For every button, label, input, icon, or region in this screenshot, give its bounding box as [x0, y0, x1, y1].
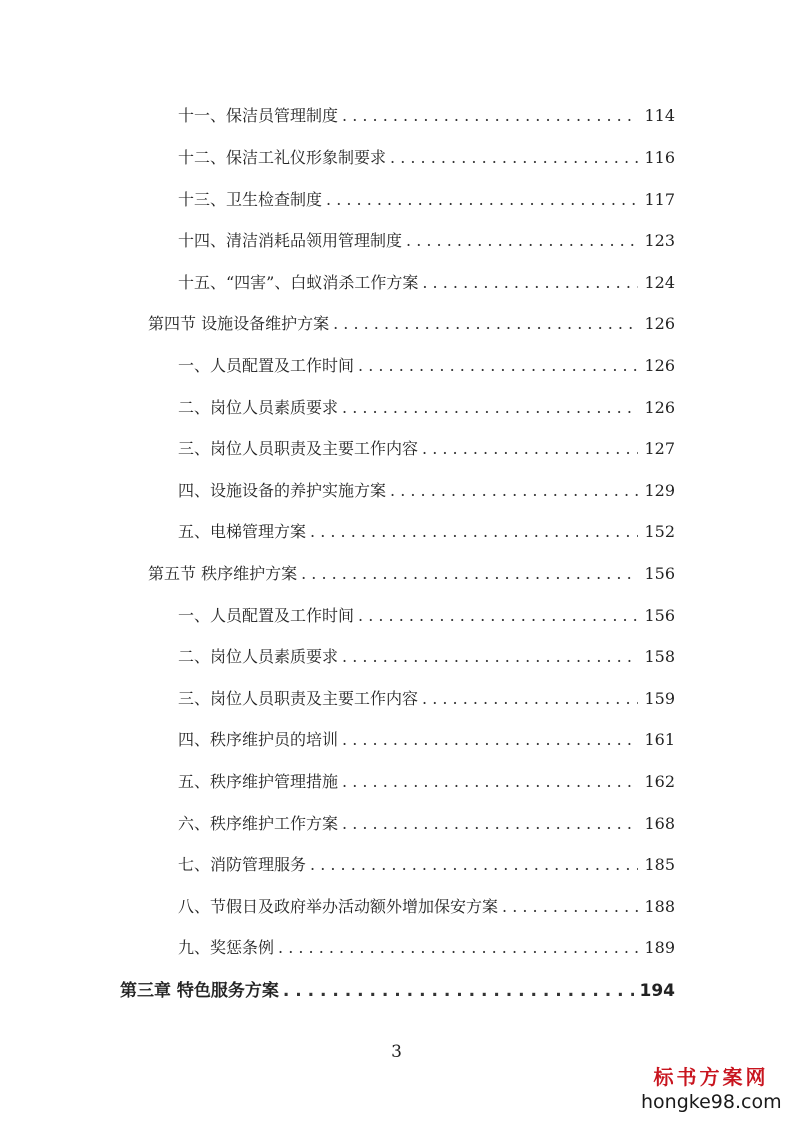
toc-entry-label: 一、人员配置及工作时间: [178, 356, 355, 375]
toc-entry-page: 194: [639, 981, 675, 1001]
toc-entry-label: 五、电梯管理方案: [178, 522, 307, 541]
toc-entry-label: 一、人员配置及工作时间: [178, 606, 355, 625]
dot-leader: [422, 269, 638, 297]
dot-leader: [342, 643, 638, 671]
page-number: 3: [391, 1042, 402, 1062]
toc-entry-label: 十四、清洁消耗品领用管理制度: [178, 231, 403, 250]
toc-entry-label: 八、节假日及政府举办活动额外增加保安方案: [178, 897, 499, 916]
toc-entry[interactable]: [178, 768, 675, 796]
toc-entry[interactable]: [178, 477, 675, 505]
toc-entry-page: 168: [644, 814, 675, 833]
toc-entry[interactable]: [178, 602, 675, 630]
toc-entry-page: 117: [644, 190, 675, 209]
dot-leader: [422, 435, 638, 463]
toc-entry[interactable]: [178, 102, 675, 130]
dot-leader: [333, 310, 638, 338]
toc-entry-page: 158: [644, 647, 675, 666]
dot-leader: [326, 186, 638, 214]
toc-entry[interactable]: [178, 810, 675, 838]
site-watermark: [641, 1064, 781, 1114]
toc-entry-page: 162: [644, 772, 675, 791]
toc-entry-label: 二、岗位人员素质要求: [178, 398, 339, 417]
toc-entry[interactable]: [178, 726, 675, 754]
toc-entry-page: 129: [644, 481, 675, 500]
dot-leader: [342, 102, 638, 130]
dot-leader: [342, 768, 638, 796]
toc-entry-label: 五、秩序维护管理措施: [178, 772, 339, 791]
toc-entry-label: 第四节 设施设备维护方案: [148, 314, 330, 333]
toc-entry-page: 126: [644, 356, 675, 375]
toc-entry-label: 七、消防管理服务: [178, 855, 307, 874]
toc-entry-page: 123: [644, 231, 675, 250]
toc-entry[interactable]: [178, 934, 675, 962]
toc-entry-page: 161: [644, 730, 675, 749]
toc-section-entry[interactable]: [148, 560, 675, 588]
toc-entry[interactable]: [178, 685, 675, 713]
dot-leader: [342, 726, 638, 754]
dot-leader: [310, 518, 638, 546]
dot-leader: [358, 352, 638, 380]
toc-entry-page: 189: [644, 938, 675, 957]
toc-entry-page: 188: [644, 897, 675, 916]
toc-entry-label: 三、岗位人员职责及主要工作内容: [178, 689, 419, 708]
dot-leader: [390, 477, 638, 505]
dot-leader: [278, 934, 638, 962]
toc-entry-label: 九、奖惩条例: [178, 938, 275, 957]
toc-entry-page: 156: [644, 564, 675, 583]
toc-chapter-entry[interactable]: [120, 977, 675, 1005]
dot-leader: [406, 227, 638, 255]
toc-entry-label: 十一、保洁员管理制度: [178, 106, 339, 125]
toc-entry[interactable]: [178, 352, 675, 380]
toc-entry-label: 十三、卫生检查制度: [178, 190, 323, 209]
toc-entry[interactable]: [178, 643, 675, 671]
toc-entry-page: 152: [644, 522, 675, 541]
toc-entry[interactable]: [178, 435, 675, 463]
toc-entry[interactable]: [178, 851, 675, 879]
toc-entry-label: 三、岗位人员职责及主要工作内容: [178, 439, 419, 458]
toc-entry-page: 126: [644, 398, 675, 417]
toc-entry-label: 六、秩序维护工作方案: [178, 814, 339, 833]
toc-entry-page: 114: [644, 106, 675, 125]
dot-leader: [301, 560, 638, 588]
watermark-url: hongke98.com: [641, 1091, 782, 1113]
dot-leader: [390, 144, 638, 172]
dot-leader: [342, 394, 638, 422]
toc-entry-label: 十二、保洁工礼仪形象制要求: [178, 148, 387, 167]
toc-entry-label: 四、秩序维护员的培训: [178, 730, 339, 749]
toc-entry[interactable]: [178, 144, 675, 172]
toc-entry-page: 159: [644, 689, 675, 708]
dot-leader: [310, 851, 638, 879]
toc-section-entry[interactable]: [148, 310, 675, 338]
toc-entry-page: 116: [644, 148, 675, 167]
toc-entry[interactable]: [178, 186, 675, 214]
toc-entry-label: 第五节 秩序维护方案: [148, 564, 298, 583]
toc-entry[interactable]: [178, 893, 675, 921]
toc-entry-page: 127: [644, 439, 675, 458]
toc-entry-page: 124: [644, 273, 675, 292]
toc-entry-page: 126: [644, 314, 675, 333]
toc-entry-page: 156: [644, 606, 675, 625]
toc-entry[interactable]: [178, 394, 675, 422]
toc-entry-label: 四、设施设备的养护实施方案: [178, 481, 387, 500]
dot-leader: [422, 685, 638, 713]
toc-entry[interactable]: [178, 227, 675, 255]
toc-entry-label: 二、岗位人员素质要求: [178, 647, 339, 666]
watermark-site-name: 标书方案网: [653, 1065, 769, 1089]
dot-leader: [358, 602, 638, 630]
dot-leader: [342, 810, 638, 838]
dot-leader: [502, 893, 638, 921]
toc-entry[interactable]: [178, 269, 675, 297]
dot-leader: [283, 977, 634, 1005]
toc-entry-page: 185: [644, 855, 675, 874]
toc-entry-label: 第三章 特色服务方案: [120, 981, 279, 1001]
toc-entry-label: 十五、“四害”、白蚁消杀工作方案: [178, 273, 419, 292]
toc-entry[interactable]: [178, 518, 675, 546]
